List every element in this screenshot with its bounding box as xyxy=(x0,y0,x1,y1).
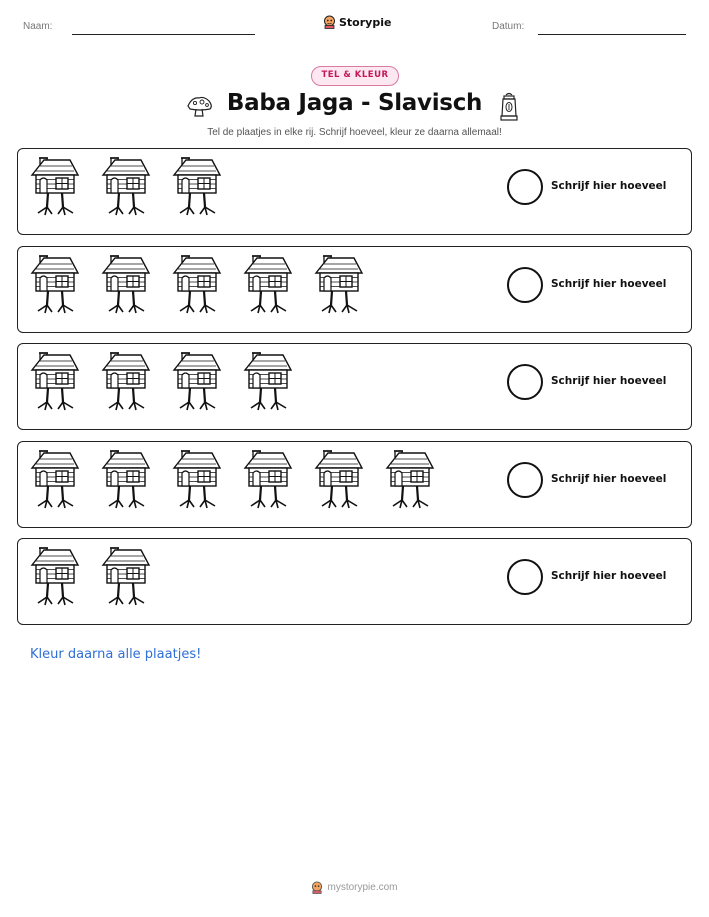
hut-on-chicken-legs-icon[interactable] xyxy=(172,448,222,514)
footer xyxy=(0,881,709,897)
name-line[interactable] xyxy=(72,34,255,35)
hut-on-chicken-legs-icon[interactable] xyxy=(314,253,364,319)
count-row xyxy=(17,246,692,333)
answer-hint: Schrijf hier hoeveel xyxy=(551,277,667,290)
count-row xyxy=(17,538,692,625)
date-line[interactable] xyxy=(538,34,686,35)
hut-on-chicken-legs-icon[interactable] xyxy=(314,448,364,514)
lantern-icon xyxy=(499,92,519,122)
worksheet-header xyxy=(0,14,709,44)
hut-on-chicken-legs-icon[interactable] xyxy=(172,155,222,221)
hut-on-chicken-legs-icon[interactable] xyxy=(101,155,151,221)
date-label: Datum: xyxy=(492,21,525,32)
mushroom-icon xyxy=(186,94,214,118)
hut-on-chicken-legs-icon[interactable] xyxy=(30,253,80,319)
answer-hint: Schrijf hier hoeveel xyxy=(551,180,667,192)
hut-on-chicken-legs-icon[interactable] xyxy=(172,350,222,416)
instructions: Tel de plaatjes in elke rij. Schrijf hoeveel, kleur ze daarna allemaal! xyxy=(207,127,502,138)
answer-hint: Schrijf hier hoeveel xyxy=(551,375,667,387)
storypie-logo-icon xyxy=(323,15,336,29)
coloring-note: Kleur daarna alle plaatjes! xyxy=(30,647,202,662)
hut-on-chicken-legs-icon[interactable] xyxy=(30,350,80,416)
hut-on-chicken-legs-icon[interactable] xyxy=(101,448,151,514)
page-title: Baba Jaga - Slavisch xyxy=(226,90,483,116)
hut-on-chicken-legs-icon[interactable] xyxy=(243,253,293,319)
answer-circle[interactable] xyxy=(507,267,543,303)
hut-on-chicken-legs-icon[interactable] xyxy=(101,350,151,416)
count-row xyxy=(17,148,692,235)
answer-hint: Schrijf hier hoeveel xyxy=(551,472,667,485)
answer-circle[interactable] xyxy=(507,462,543,498)
hut-on-chicken-legs-icon[interactable] xyxy=(30,545,80,611)
hut-on-chicken-legs-icon[interactable] xyxy=(243,350,293,416)
count-row xyxy=(17,343,692,430)
hut-on-chicken-legs-icon[interactable] xyxy=(30,155,80,221)
brand-logo xyxy=(323,15,391,29)
answer-circle[interactable] xyxy=(507,364,543,400)
hut-on-chicken-legs-icon[interactable] xyxy=(172,253,222,319)
brand-name: Storypie xyxy=(339,15,392,29)
hut-on-chicken-legs-icon[interactable] xyxy=(243,448,293,514)
title-row xyxy=(0,90,709,126)
storypie-logo-icon xyxy=(311,881,323,894)
answer-circle[interactable] xyxy=(507,169,543,205)
hut-on-chicken-legs-icon[interactable] xyxy=(101,253,151,319)
hut-on-chicken-legs-icon[interactable] xyxy=(101,545,151,611)
answer-hint: Schrijf hier hoeveel xyxy=(551,570,667,582)
activity-badge: TEL & KLEUR xyxy=(311,66,399,86)
hut-on-chicken-legs-icon[interactable] xyxy=(385,448,435,514)
name-label: Naam: xyxy=(23,21,53,32)
footer-site-url[interactable]: mystorypie.com xyxy=(327,882,398,893)
answer-circle[interactable] xyxy=(507,559,543,595)
count-row xyxy=(17,441,692,528)
hut-on-chicken-legs-icon[interactable] xyxy=(30,448,80,514)
